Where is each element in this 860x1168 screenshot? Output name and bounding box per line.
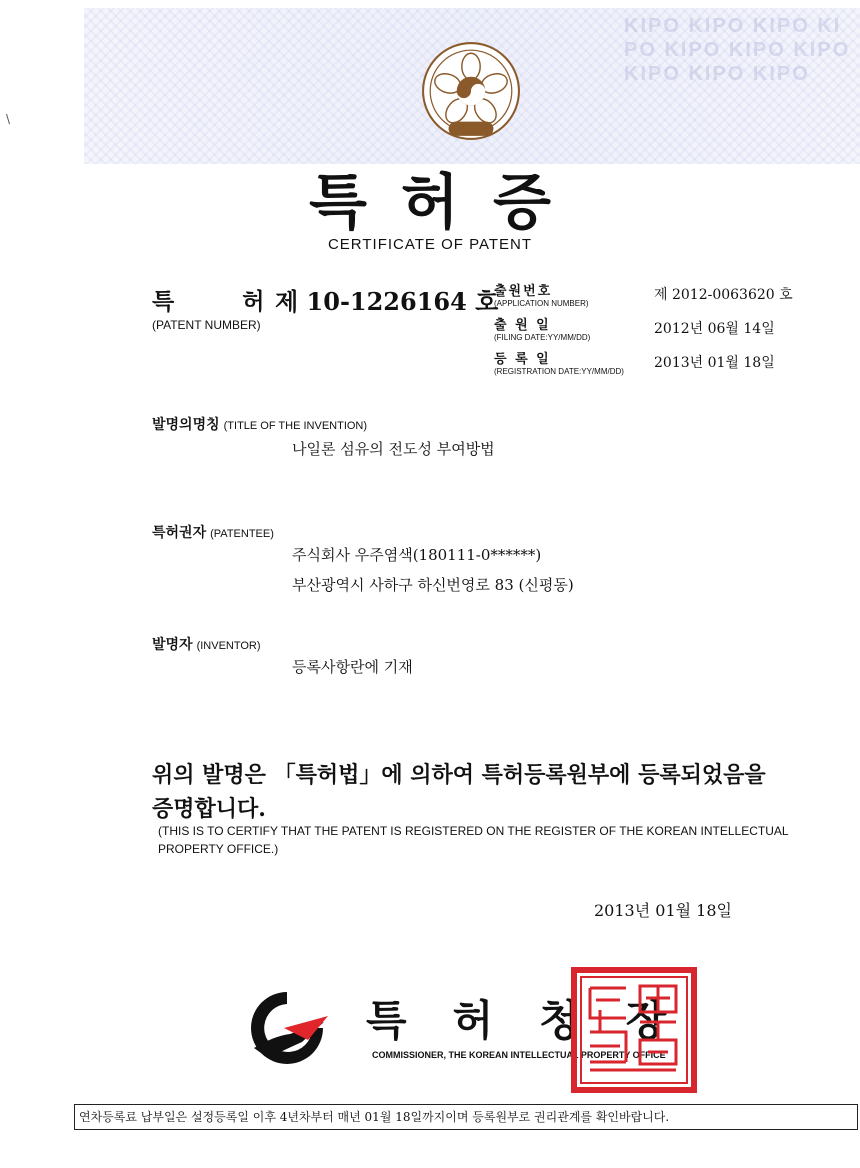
certification-statement: 위의 발명은 「특허법」에 의하여 특허등록원부에 등록되었음을 증명합니다. [152, 762, 766, 822]
registration-date-label: 등 록 일 (REGISTRATION DATE:YY/MM/DD) [494, 352, 624, 376]
patent-number-label-en: (PATENT NUMBER) [152, 318, 261, 332]
application-number-label: 출원번호 (APPLICATION NUMBER) [494, 284, 589, 308]
patentee-name: 주식회사 우주염색(180111-0******) [292, 546, 542, 564]
application-number: 제 2012-0063620 호 [654, 287, 793, 303]
filing-date-label: 출 원 일 (FILING DATE:YY/MM/DD) [494, 318, 591, 342]
scan-edge-mark: \ [6, 112, 11, 126]
office-name: 특허청장 [366, 996, 713, 1045]
invention-title: 나일론 섬유의 전도성 부여방법 [292, 440, 495, 458]
patentee-address: 부산광역시 사하구 하신번영로 83 (신평동) [292, 576, 574, 594]
certification-statement-en: (THIS IS TO CERTIFY THAT THE PATENT IS REGISTERED ON THE REGISTER OF THE KOREAN INTELLECTUAL PROPERTY OFFICE.) [158, 824, 789, 856]
filing-date: 2012년 06월 14일 [654, 321, 775, 337]
issue-date: 2013년 01월 18일 [594, 901, 732, 920]
annual-fee-notice: 연차등록료 납부일은 설정등록일 이후 4년차부터 매년 01월 18일까지이며 등록원부로 권리관계를 확인바랍니다. [74, 1104, 858, 1130]
inventor-label: 발명자 (INVENTOR) [152, 637, 261, 653]
inventor-value: 등록사항란에 기재 [292, 658, 413, 676]
official-seal-icon [570, 966, 698, 1094]
patent-number-label: 특 허 [152, 289, 295, 315]
patent-number: 제 10-1226164 호 [275, 287, 499, 316]
certificate-title-en: CERTIFICATE OF PATENT [327, 236, 533, 253]
kipo-logo-icon [244, 988, 330, 1068]
national-emblem-icon [420, 40, 522, 142]
patentee-label: 특허권자 (PATENTEE) [152, 525, 274, 541]
invention-title-label: 발명의명칭 (TITLE OF THE INVENTION) [152, 417, 368, 433]
office-name-en: COMMISSIONER, THE KOREAN INTELLECTUAL PROPERTY OFFICE [372, 1050, 666, 1060]
kipo-watermark: KIPO KIPO KIPO KIPO KIPO KIPO KIPO KIPO KIPO KIPO [624, 15, 851, 85]
registration-date: 2013년 01월 18일 [654, 355, 775, 371]
certificate-title: 특허증 [309, 168, 585, 238]
